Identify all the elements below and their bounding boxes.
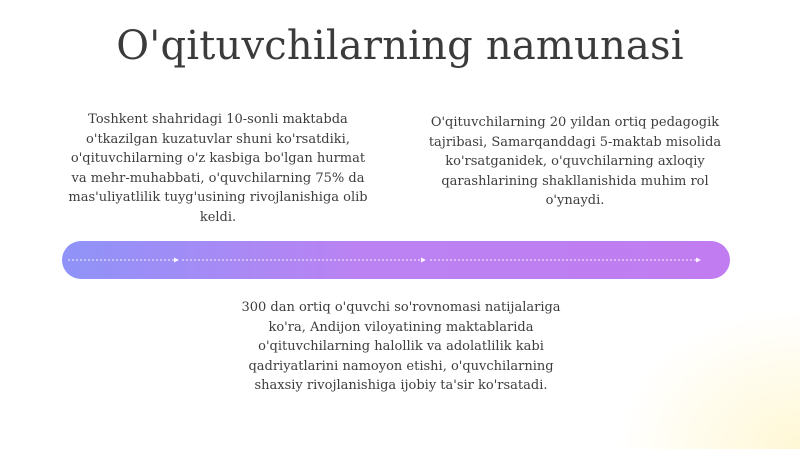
text-block-left: Toshkent shahridagi 10-sonli maktabda o'tkazilgan kuzatuvlar shuni ko'rsatdiki, o'qituvchilarning o'z kasbiga bo'lgan hurmat va mehr-muhabbati, o'quvchilarning 75% da mas'uliyatlilik tuyg'usining rivojlanishiga olib keldi. — [68, 112, 368, 225]
slide-title: O'qituvchilarning namunasi — [116, 23, 684, 69]
timeline-bar — [62, 241, 730, 279]
text-block-right: O'qituvchilarning 20 yildan ortiq pedagogik tajribasi, Samarqanddagi 5-maktab misolida ko'rsatganidek, o'quvchilarning axloqiy qarashlarining shakllanishida muhim rol o'ynaydi. — [428, 115, 722, 208]
text-block-bottom: 300 dan ortiq o'quvchi so'rovnomasi natijalariga ko'ra, Andijon viloyatining maktablarida o'qituvchilarning halollik va adolatlilik kabi qadriyatlarini namoyon etishi, o'quvchilarning shaxsiy rivojlanishiga ijobiy ta'sir ko'rsatadi. — [241, 300, 561, 393]
timeline-svg — [62, 241, 730, 279]
